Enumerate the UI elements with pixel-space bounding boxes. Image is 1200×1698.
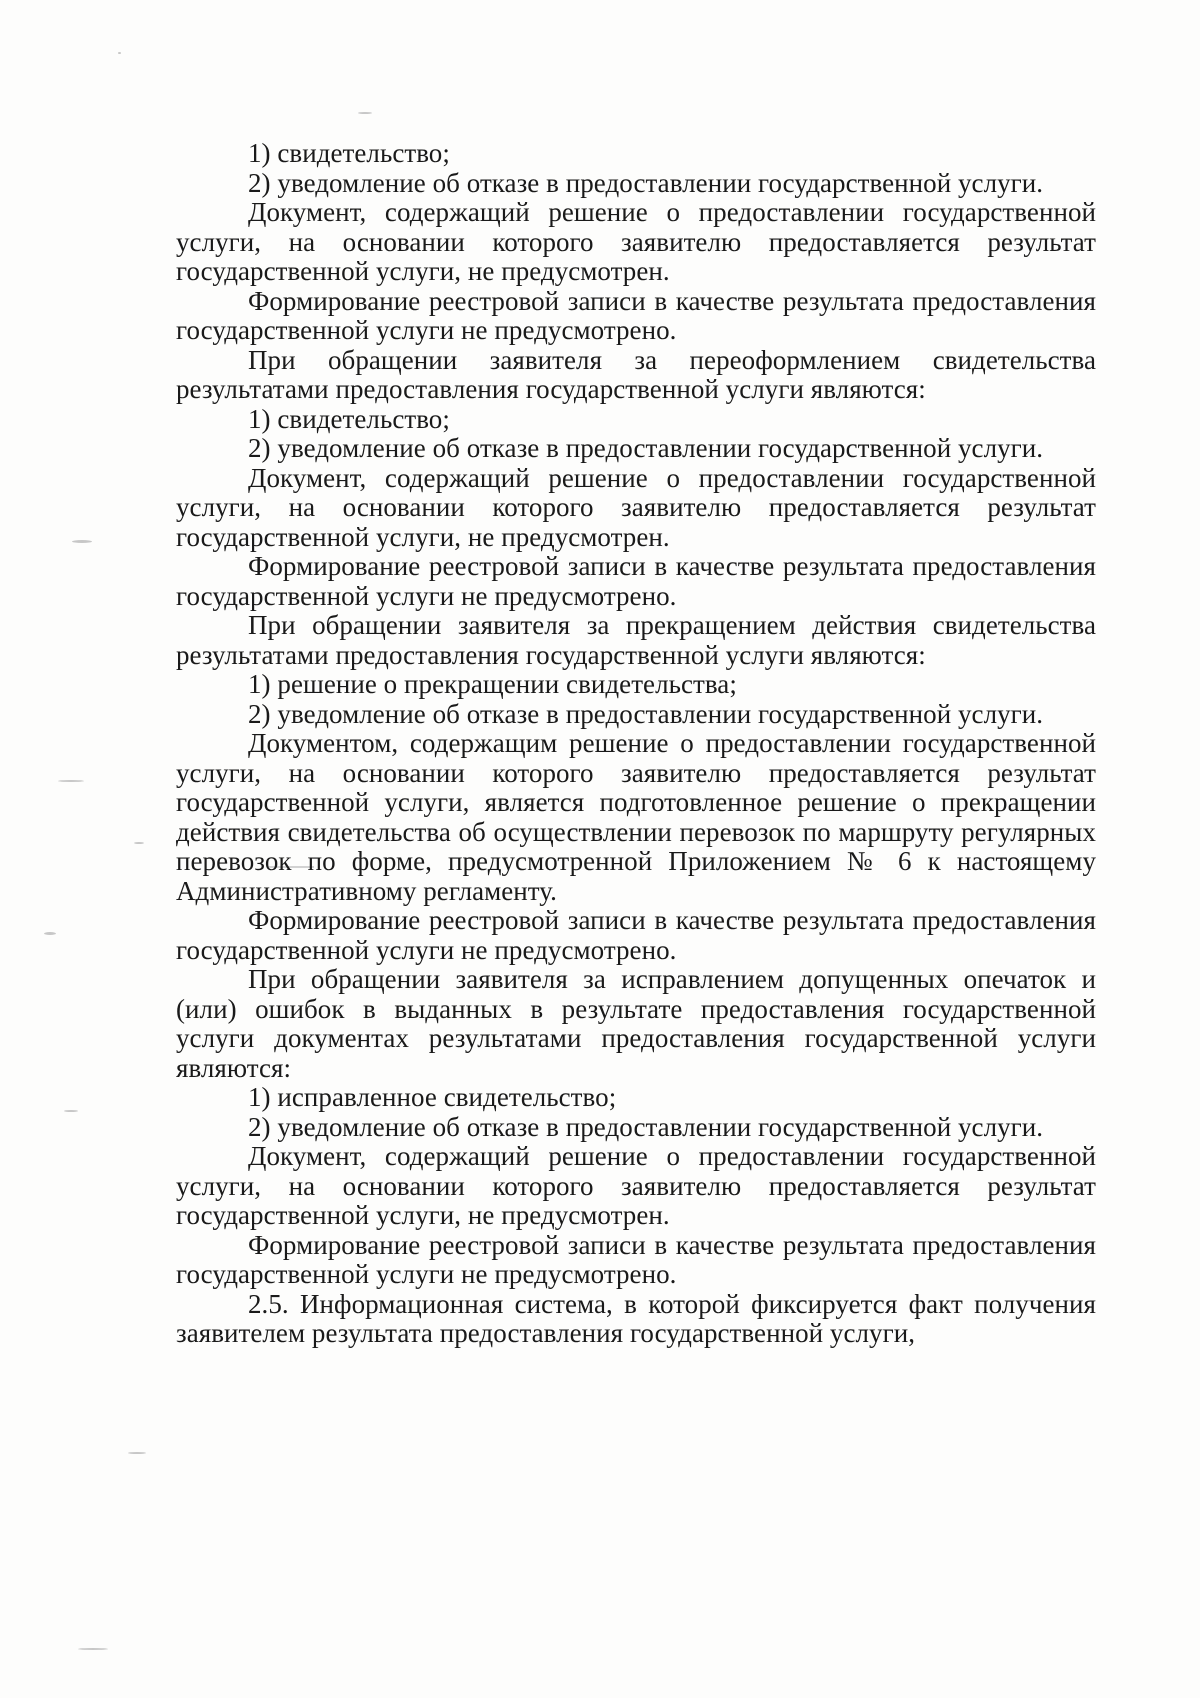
scan-speck [358, 112, 372, 114]
scan-speck [72, 540, 92, 543]
paragraph: Документ, содержащий решение о предоставлении государственной услуги, на основании которого заявителю предоставляется результат государственной услуги, не предусмотрен. [176, 1141, 1096, 1230]
paragraph: При обращении заявителя за прекращением действия свидетельства результатами предоставления государственной услуги являются: [176, 610, 1096, 670]
scan-speck [128, 1452, 146, 1454]
paragraph: При обращении заявителя за переоформлением свидетельства результатами предоставления государственной услуги являются: [176, 344, 1096, 404]
paragraph: Формирование реестровой записи в качестве результата предоставления государственной услуги не предусмотрено. [176, 551, 1096, 611]
paragraph: Документом, содержащим решение о предоставлении государственной услуги, на основании которого заявителю предоставляется результат государственной услуги, является подготовленное решение о прекращении действия свидетельства об осуществлении перевозок по маршруту регулярных перевозок по форме, предусмотренной Приложением № 6 к настоящему Административному регламенту. [176, 728, 1096, 906]
list-item: 2) уведомление об отказе в предоставлении государственной услуги. [248, 433, 1044, 463]
scan-speck [134, 842, 144, 844]
list-item: 1) свидетельство; [248, 403, 450, 434]
paragraph: Формирование реестровой записи в качестве результата предоставления государственной услуги не предусмотрено. [176, 1229, 1096, 1289]
scan-speck [118, 52, 121, 54]
scan-speck [64, 1110, 78, 1112]
scan-speck [78, 1648, 108, 1650]
paragraph: Формирование реестровой записи в качестве результата предоставления государственной услуги не предусмотрено. [176, 285, 1096, 345]
paragraph: Документ, содержащий решение о предоставлении государственной услуги, на основании которого заявителю предоставляется результат государственной услуги, не предусмотрен. [176, 197, 1096, 286]
list-item: 2) уведомление об отказе в предоставлении государственной услуги. [248, 698, 1044, 729]
list-item: 1) свидетельство; [248, 138, 450, 168]
scan-speck [58, 780, 84, 782]
paragraph: При обращении заявителя за исправлением допущенных опечаток и (или) ошибок в выданных в результате предоставления государственной услуги документах результатами предоставления государственной услуги являются: [176, 964, 1096, 1083]
document-body [176, 139, 1096, 1349]
scan-speck [44, 932, 56, 935]
paragraph: Документ, содержащий решение о предоставлении государственной услуги, на основании которого заявителю предоставляется результат государственной услуги, не предусмотрен. [176, 462, 1096, 552]
paragraph: 2.5. Информационная система, в которой фиксируется факт получения заявителем результата предоставления государственной услуги, [176, 1288, 1096, 1348]
list-item: 1) исправленное свидетельство; [248, 1082, 617, 1112]
list-item: 2) уведомление об отказе в предоставлении государственной услуги. [248, 1111, 1044, 1142]
list-item: 1) решение о прекращении свидетельства; [248, 669, 737, 699]
paragraph: Формирование реестровой записи в качестве результата предоставления государственной услуги не предусмотрено. [176, 905, 1096, 965]
list-item: 2) уведомление об отказе в предоставлении государственной услуги. [248, 167, 1044, 198]
